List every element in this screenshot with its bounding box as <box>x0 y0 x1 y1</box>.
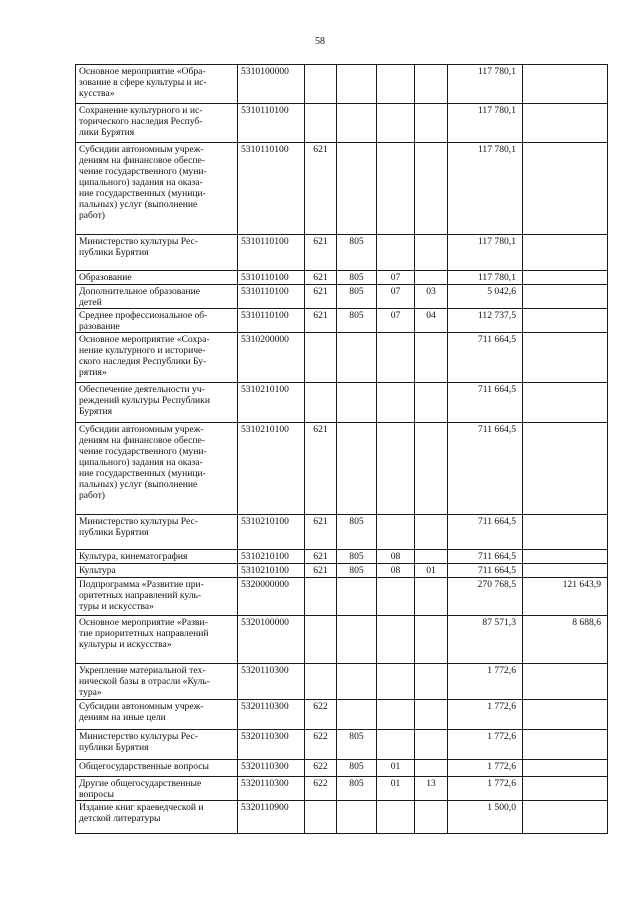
cell-target-code: 5320110300 <box>238 700 305 730</box>
cell-amount-federal <box>523 423 608 515</box>
cell-amount-federal <box>523 760 608 777</box>
cell-expense-type: 622 <box>305 700 337 730</box>
table-row <box>76 235 608 271</box>
cell-expense-type: 622 <box>305 730 337 760</box>
cell-ministry-code: 805 <box>337 309 377 333</box>
cell-amount: 1 772,6 <box>448 730 523 760</box>
table-row <box>76 65 608 104</box>
cell-subsection <box>415 383 448 423</box>
cell-section <box>377 65 415 104</box>
cell-expense-type <box>305 664 337 700</box>
cell-section <box>377 143 415 235</box>
cell-amount-federal <box>523 65 608 104</box>
cell-amount-federal <box>523 730 608 760</box>
cell-ministry-code: 805 <box>337 285 377 309</box>
cell-amount-federal <box>523 309 608 333</box>
cell-amount: 117 780,1 <box>448 271 523 285</box>
cell-subsection <box>415 515 448 550</box>
cell-subsection <box>415 143 448 235</box>
cell-subsection <box>415 65 448 104</box>
cell-name: Сохранение культурного и ис- торического наследия Респуб- лики Бурятия <box>76 104 238 143</box>
cell-name: Обеспечение деятельности уч- реждений культуры Республики Бурятия <box>76 383 238 423</box>
cell-ministry-code: 805 <box>337 760 377 777</box>
cell-name: Субсидии автономным учреж- дениям на финансовое обеспе- чение государственного (муни- ципального) задания на оказа- ние государственных (муници- пальных) услуг (выполнение работ) <box>76 143 238 235</box>
cell-amount: 87 571,3 <box>448 616 523 664</box>
cell-name: Общегосударственные вопросы <box>76 760 238 777</box>
cell-target-code: 5320110300 <box>238 730 305 760</box>
table-row <box>76 664 608 700</box>
table-row <box>76 578 608 616</box>
cell-expense-type: 621 <box>305 564 337 578</box>
cell-name: Укрепление материальной тех- нической базы в отрасли «Куль- тура» <box>76 664 238 700</box>
cell-name: Подпрограмма «Развитие при- оритетных направлений куль- туры и искусства» <box>76 578 238 616</box>
cell-expense-type: 622 <box>305 760 337 777</box>
cell-target-code: 5310110100 <box>238 271 305 285</box>
cell-ministry-code: 805 <box>337 777 377 801</box>
cell-target-code: 5310110100 <box>238 143 305 235</box>
cell-section <box>377 515 415 550</box>
cell-name: Культура <box>76 564 238 578</box>
cell-section: 08 <box>377 564 415 578</box>
cell-section <box>377 423 415 515</box>
table-row <box>76 423 608 515</box>
cell-ministry-code: 805 <box>337 235 377 271</box>
cell-amount-federal: 8 688,6 <box>523 616 608 664</box>
cell-expense-type: 621 <box>305 515 337 550</box>
cell-expense-type: 621 <box>305 423 337 515</box>
cell-ministry-code <box>337 333 377 383</box>
cell-amount: 711 664,5 <box>448 515 523 550</box>
cell-target-code: 5310210100 <box>238 564 305 578</box>
cell-name: Министерство культуры Рес- публики Бурятия <box>76 235 238 271</box>
cell-target-code: 5320110300 <box>238 777 305 801</box>
cell-ministry-code <box>337 578 377 616</box>
cell-amount: 5 042,6 <box>448 285 523 309</box>
cell-amount-federal <box>523 383 608 423</box>
cell-target-code: 5310110100 <box>238 104 305 143</box>
cell-ministry-code <box>337 801 377 834</box>
cell-name: Другие общегосударственные вопросы <box>76 777 238 801</box>
cell-name: Министерство культуры Рес- публики Бурятия <box>76 730 238 760</box>
table-row <box>76 309 608 333</box>
cell-name: Основное мероприятие «Обра- зование в сфере культуры и ис- кусства» <box>76 65 238 104</box>
cell-target-code: 5310110100 <box>238 285 305 309</box>
table-row <box>76 730 608 760</box>
cell-expense-type: 621 <box>305 271 337 285</box>
cell-subsection <box>415 664 448 700</box>
cell-ministry-code <box>337 423 377 515</box>
cell-amount-federal <box>523 700 608 730</box>
cell-ministry-code <box>337 664 377 700</box>
cell-amount: 270 768,5 <box>448 578 523 616</box>
page-number: 58 <box>315 36 325 47</box>
cell-subsection <box>415 550 448 564</box>
cell-amount-federal <box>523 285 608 309</box>
table-row <box>76 616 608 664</box>
cell-amount-federal <box>523 104 608 143</box>
cell-expense-type: 621 <box>305 550 337 564</box>
cell-amount: 117 780,1 <box>448 104 523 143</box>
cell-name: Дополнительное образование детей <box>76 285 238 309</box>
cell-amount: 117 780,1 <box>448 235 523 271</box>
cell-amount: 711 664,5 <box>448 423 523 515</box>
cell-expense-type <box>305 333 337 383</box>
cell-subsection <box>415 104 448 143</box>
cell-expense-type <box>305 104 337 143</box>
cell-ministry-code: 805 <box>337 730 377 760</box>
cell-target-code: 5320110300 <box>238 760 305 777</box>
cell-subsection <box>415 801 448 834</box>
table-row <box>76 285 608 309</box>
cell-ministry-code: 805 <box>337 515 377 550</box>
cell-section <box>377 700 415 730</box>
cell-section <box>377 730 415 760</box>
cell-amount: 1 772,6 <box>448 700 523 730</box>
table-row <box>76 550 608 564</box>
cell-amount: 711 664,5 <box>448 333 523 383</box>
cell-subsection <box>415 730 448 760</box>
cell-subsection <box>415 616 448 664</box>
cell-name: Основное мероприятие «Разви- тие приоритетных направлений культуры и искусства» <box>76 616 238 664</box>
table-row <box>76 271 608 285</box>
cell-target-code: 5310100000 <box>238 65 305 104</box>
cell-subsection <box>415 333 448 383</box>
cell-amount: 112 737,5 <box>448 309 523 333</box>
cell-amount-federal: 121 643,9 <box>523 578 608 616</box>
cell-section <box>377 104 415 143</box>
cell-target-code: 5320110900 <box>238 801 305 834</box>
cell-section <box>377 616 415 664</box>
cell-subsection <box>415 235 448 271</box>
cell-subsection: 13 <box>415 777 448 801</box>
cell-name: Министерство культуры Рес- публики Бурятия <box>76 515 238 550</box>
cell-amount-federal <box>523 550 608 564</box>
cell-amount-federal <box>523 801 608 834</box>
cell-subsection: 04 <box>415 309 448 333</box>
cell-subsection <box>415 578 448 616</box>
cell-target-code: 5320110300 <box>238 664 305 700</box>
cell-amount: 711 664,5 <box>448 550 523 564</box>
cell-target-code: 5310210100 <box>238 423 305 515</box>
cell-section: 01 <box>377 777 415 801</box>
cell-name: Основное мероприятие «Сохра- нение культурного и историче- ского наследия Республики Бу- рятия» <box>76 333 238 383</box>
cell-amount: 711 664,5 <box>448 383 523 423</box>
cell-section <box>377 578 415 616</box>
cell-target-code: 5310200000 <box>238 333 305 383</box>
table-row <box>76 104 608 143</box>
cell-amount-federal <box>523 235 608 271</box>
cell-amount-federal <box>523 564 608 578</box>
cell-expense-type <box>305 801 337 834</box>
cell-section <box>377 664 415 700</box>
cell-amount: 1 772,6 <box>448 760 523 777</box>
cell-expense-type: 621 <box>305 235 337 271</box>
cell-expense-type <box>305 383 337 423</box>
cell-section <box>377 383 415 423</box>
cell-expense-type <box>305 578 337 616</box>
cell-target-code: 5320100000 <box>238 616 305 664</box>
cell-expense-type <box>305 65 337 104</box>
cell-amount-federal <box>523 143 608 235</box>
cell-ministry-code <box>337 616 377 664</box>
cell-target-code: 5310210100 <box>238 550 305 564</box>
cell-target-code: 5310110100 <box>238 309 305 333</box>
cell-amount: 117 780,1 <box>448 143 523 235</box>
cell-amount-federal <box>523 271 608 285</box>
cell-section: 07 <box>377 271 415 285</box>
cell-amount-federal <box>523 664 608 700</box>
cell-section: 01 <box>377 760 415 777</box>
table-row <box>76 700 608 730</box>
table-row <box>76 777 608 801</box>
cell-section: 07 <box>377 285 415 309</box>
cell-amount: 1 772,6 <box>448 777 523 801</box>
cell-name: Культура, кинематография <box>76 550 238 564</box>
cell-target-code: 5320000000 <box>238 578 305 616</box>
cell-subsection <box>415 423 448 515</box>
cell-subsection <box>415 700 448 730</box>
table-row <box>76 143 608 235</box>
cell-section: 07 <box>377 309 415 333</box>
cell-ministry-code <box>337 143 377 235</box>
cell-name: Образование <box>76 271 238 285</box>
cell-amount: 117 780,1 <box>448 65 523 104</box>
cell-ministry-code: 805 <box>337 550 377 564</box>
cell-section <box>377 235 415 271</box>
cell-target-code: 5310210100 <box>238 383 305 423</box>
table-row <box>76 333 608 383</box>
cell-subsection: 01 <box>415 564 448 578</box>
cell-amount-federal <box>523 515 608 550</box>
table-row <box>76 760 608 777</box>
cell-expense-type: 622 <box>305 777 337 801</box>
cell-amount-federal <box>523 333 608 383</box>
cell-section <box>377 333 415 383</box>
cell-target-code: 5310210100 <box>238 515 305 550</box>
cell-ministry-code <box>337 104 377 143</box>
cell-section: 08 <box>377 550 415 564</box>
cell-subsection <box>415 760 448 777</box>
cell-expense-type <box>305 616 337 664</box>
cell-ministry-code <box>337 383 377 423</box>
cell-amount: 1 500,0 <box>448 801 523 834</box>
cell-ministry-code: 805 <box>337 271 377 285</box>
cell-section <box>377 801 415 834</box>
cell-expense-type: 621 <box>305 143 337 235</box>
budget-table <box>75 64 608 834</box>
table-row <box>76 801 608 834</box>
cell-name: Издание книг краеведческой и детской литературы <box>76 801 238 834</box>
table-body <box>76 65 608 834</box>
cell-expense-type: 621 <box>305 309 337 333</box>
cell-amount: 1 772,6 <box>448 664 523 700</box>
cell-name: Субсидии автономным учреж- дениям на финансовое обеспе- чение государственного (муни- ципального) задания на оказа- ние государственных (муници- пальных) услуг (выполнение работ) <box>76 423 238 515</box>
cell-amount-federal <box>523 777 608 801</box>
cell-subsection: 03 <box>415 285 448 309</box>
cell-subsection <box>415 271 448 285</box>
cell-name: Среднее профессиональное об- разование <box>76 309 238 333</box>
cell-ministry-code: 805 <box>337 564 377 578</box>
cell-ministry-code <box>337 700 377 730</box>
table-row <box>76 383 608 423</box>
cell-expense-type: 621 <box>305 285 337 309</box>
table-row <box>76 564 608 578</box>
cell-ministry-code <box>337 65 377 104</box>
cell-name: Субсидии автономным учреж- дениям на иные цели <box>76 700 238 730</box>
cell-target-code: 5310110100 <box>238 235 305 271</box>
table-row <box>76 515 608 550</box>
cell-amount: 711 664,5 <box>448 564 523 578</box>
